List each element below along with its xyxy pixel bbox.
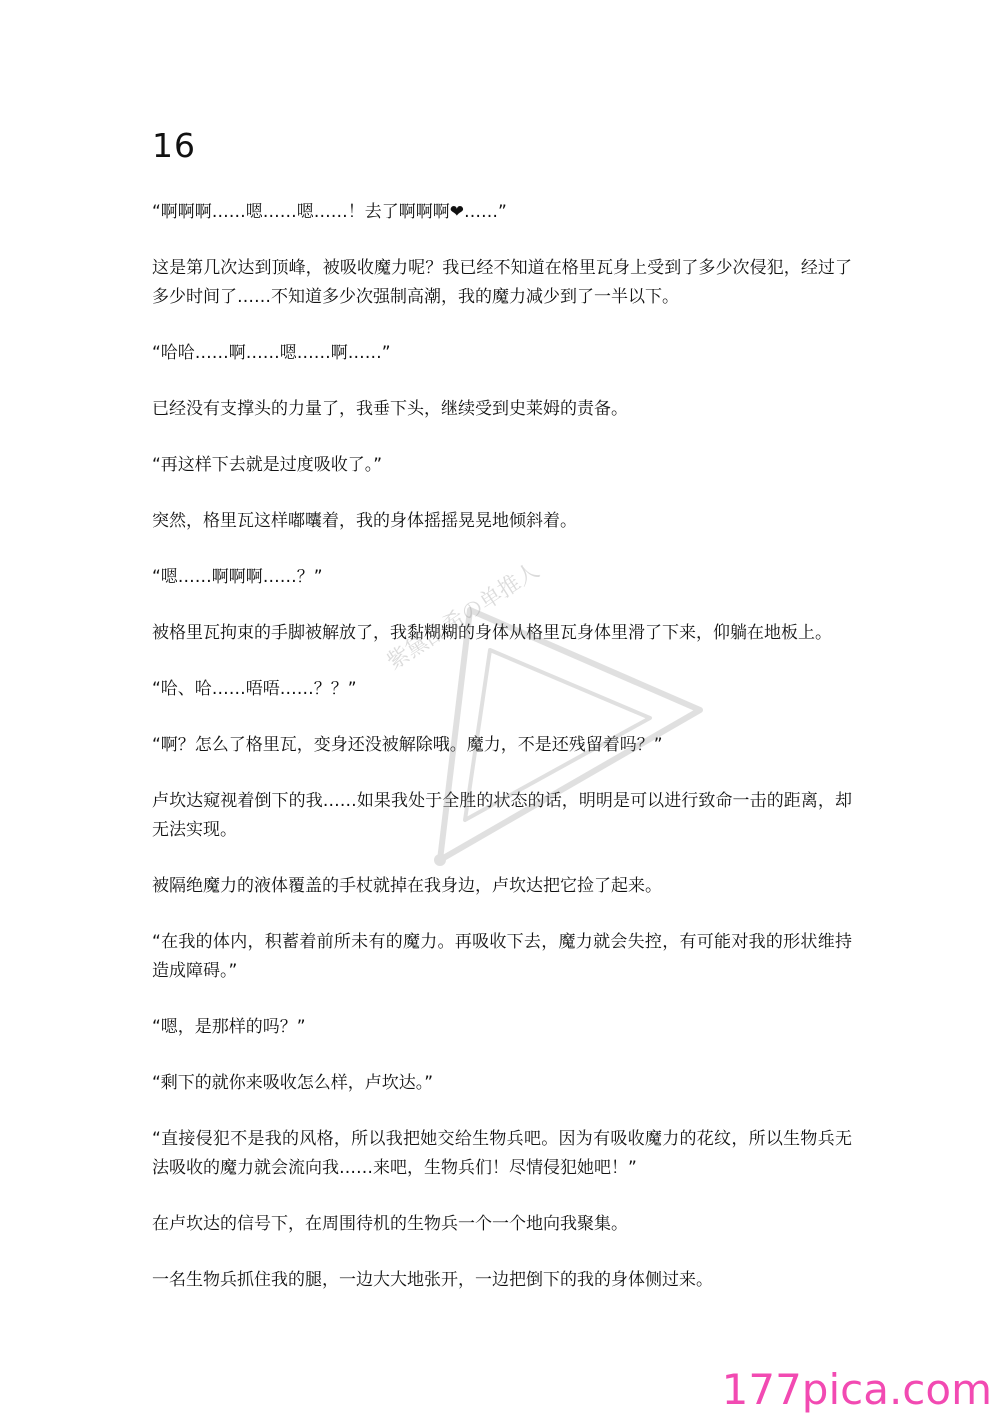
- paragraph: “再这样下去就是过度吸收了。”: [152, 455, 383, 475]
- paragraph: “嗯……啊啊啊……？”: [152, 567, 323, 587]
- paragraph: “哈、哈……唔唔……？？”: [152, 679, 357, 699]
- paragraph: “直接侵犯不是我的风格，所以我把她交给生物兵吧。因为有吸收魔力的花纹，所以生物兵无法吸收的魔力就会流向我……来吧，生物兵们！尽情侵犯她吧！”: [152, 1129, 852, 1178]
- paragraph: 被隔绝魔力的液体覆盖的手杖就掉在我身边，卢坎达把它捡了起来。: [152, 876, 662, 896]
- paragraph: 突然，格里瓦这样嘟囔着，我的身体摇摇晃晃地倾斜着。: [152, 511, 577, 531]
- paragraph: 这是第几次达到顶峰，被吸收魔力呢？我已经不知道在格里瓦身上受到了多少次侵犯，经过了多少时间了……不知道多少次强制高潮，我的魔力减少到了一半以下。: [152, 258, 852, 307]
- paragraph: “剩下的就你来吸收怎么样，卢坎达。”: [152, 1073, 434, 1093]
- chapter-number: 16: [152, 126, 196, 165]
- chapter-body: [152, 198, 852, 1322]
- paragraph: “哈哈……啊……嗯……啊……”: [152, 343, 391, 363]
- paragraph: 已经没有支撑头的力量了，我垂下头，继续受到史莱姆的责备。: [152, 399, 628, 419]
- site-watermark: 177pica.com: [721, 1365, 992, 1414]
- paragraph: “嗯，是那样的吗？”: [152, 1017, 306, 1037]
- paragraph: “在我的体内，积蓄着前所未有的魔力。再吸收下去，魔力就会失控，有可能对我的形状维持造成障碍。”: [152, 932, 852, 981]
- paragraph: “啊？怎么了格里瓦，变身还没被解除哦。魔力，不是还残留着吗？”: [152, 735, 663, 755]
- paragraph: 一名生物兵抓住我的腿，一边大大地张开，一边把倒下的我的身体侧过来。: [152, 1270, 713, 1290]
- paragraph: 在卢坎达的信号下，在周围待机的生物兵一个一个地向我聚集。: [152, 1214, 628, 1234]
- watermark-text: 紫黛乱希の单推人: [382, 558, 544, 676]
- paragraph: 卢坎达窥视着倒下的我……如果我处于全胜的状态的话，明明是可以进行致命一击的距离，却无法实现。: [152, 791, 852, 840]
- paragraph: 被格里瓦拘束的手脚被解放了，我黏糊糊的身体从格里瓦身体里滑了下来，仰躺在地板上。: [152, 623, 832, 643]
- paragraph: “啊啊啊……嗯……嗯……！去了啊啊啊❤……”: [152, 202, 507, 222]
